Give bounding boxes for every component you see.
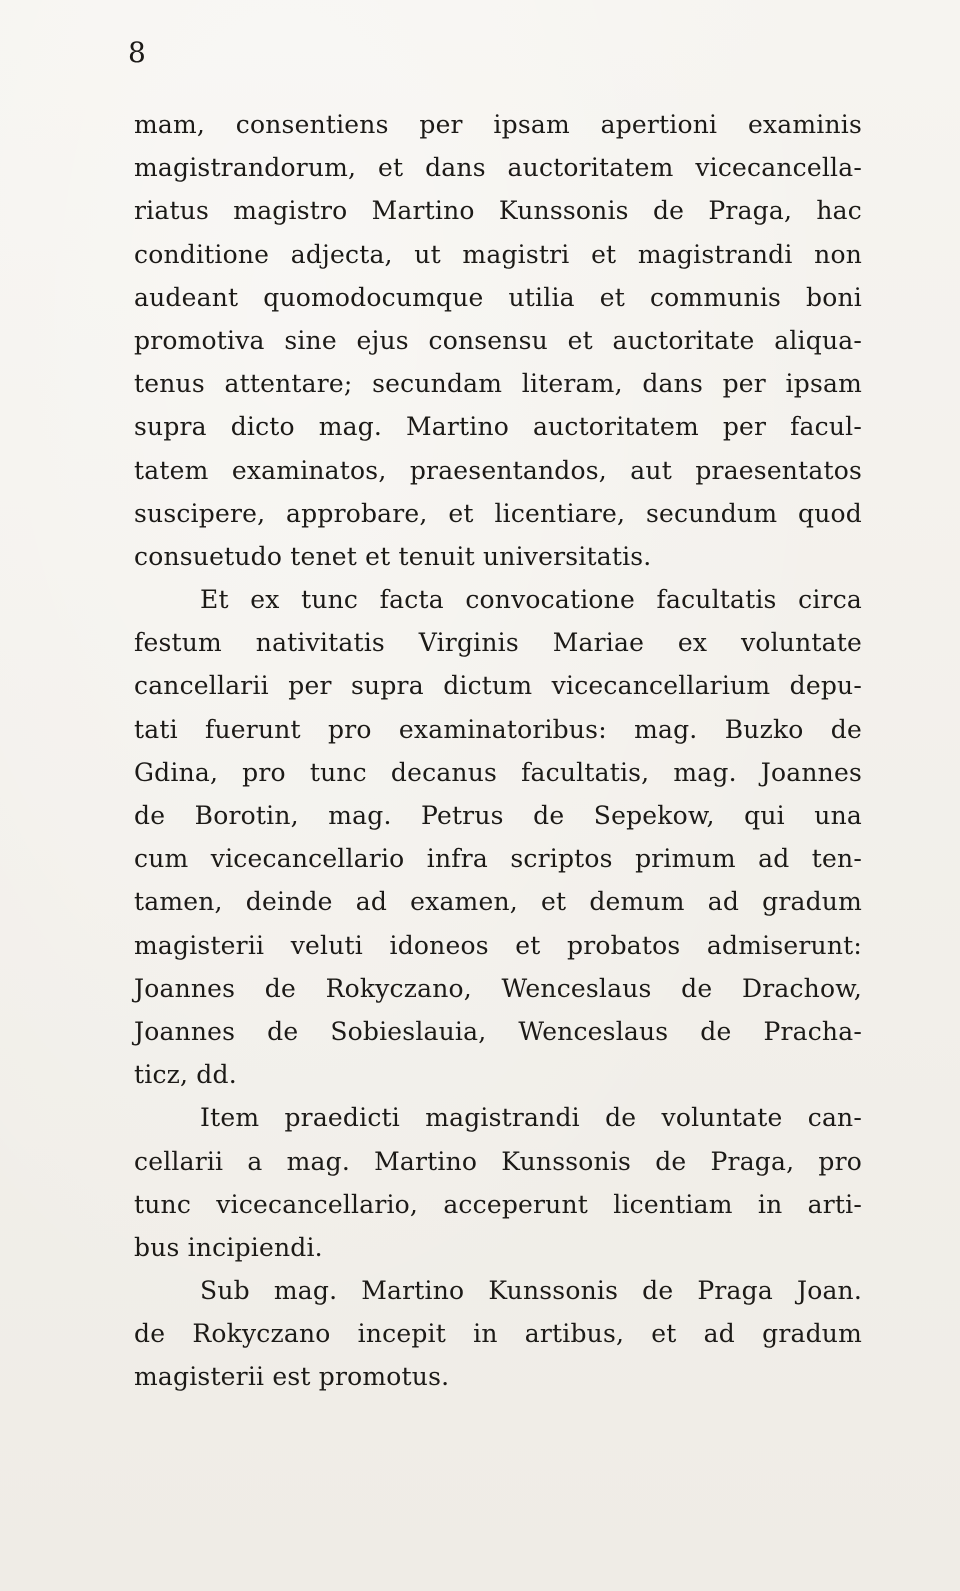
text-line: magisterii veluti idoneos et probatos admiserunt: (134, 930, 862, 960)
text-line: tati fuerunt pro examinatoribus: mag. Buzko de (134, 714, 862, 744)
text-line: Et ex tunc facta convocatione facultatis circa (200, 585, 862, 615)
text-line: riatus magistro Martino Kunssonis de Praga, hac (134, 196, 862, 226)
text-line: festum nativitatis Virginis Mariae ex voluntate (134, 628, 862, 658)
page-number: 8 (128, 36, 146, 69)
text-line: Joannes de Rokyczano, Wenceslaus de Drachow, (134, 973, 862, 1003)
text-line: supra dicto mag. Martino auctoritatem per facul- (134, 412, 862, 442)
text-line: tatem examinatos, praesentandos, aut praesentatos (134, 455, 862, 485)
text-line: ticz, dd. (134, 1060, 237, 1090)
text-line: tenus attentare; secundam literam, dans per ipsam (134, 369, 862, 399)
text-line: cancellarii per supra dictum vicecancellarium depu- (134, 671, 862, 701)
text-line: tunc vicecancellario, acceperunt licentiam in arti- (134, 1189, 862, 1219)
text-line: suscipere, approbare, et licentiare, secundum quod (134, 498, 862, 528)
body-text (134, 103, 862, 1399)
text-line: mam, consentiens per ipsam apertioni examinis (134, 110, 862, 139)
text-line: de Rokyczano incepit in artibus, et ad gradum (134, 1319, 862, 1349)
text-line: promotiva sine ejus consensu et auctoritate aliqua- (134, 325, 862, 355)
text-line: Gdina, pro tunc decanus facultatis, mag. Joannes (134, 757, 862, 787)
text-line: Sub mag. Martino Kunssonis de Praga Joan. (200, 1276, 862, 1306)
text-line: audeant quomodocumque utilia et communis boni (134, 282, 862, 312)
text-line: tamen, deinde ad examen, et demum ad gradum (134, 887, 862, 917)
text-line: consuetudo tenet et tenuit universitatis. (134, 541, 652, 571)
text-line: conditione adjecta, ut magistri et magistrandi non (134, 239, 862, 269)
text-line: cum vicecancellario infra scriptos primum ad ten- (134, 844, 862, 874)
text-line: bus incipiendi. (134, 1232, 323, 1262)
text-line: Joannes de Sobieslauia, Wenceslaus de Pracha- (134, 1016, 862, 1046)
text-line: magistrandorum, et dans auctoritatem vicecancella- (134, 153, 862, 183)
text-line: magisterii est promotus. (134, 1362, 450, 1392)
text-line: de Borotin, mag. Petrus de Sepekow, qui una (134, 801, 862, 830)
text-line: Item praedicti magistrandi de voluntate can- (200, 1103, 862, 1133)
text-line: cellarii a mag. Martino Kunssonis de Praga, pro (134, 1146, 862, 1176)
